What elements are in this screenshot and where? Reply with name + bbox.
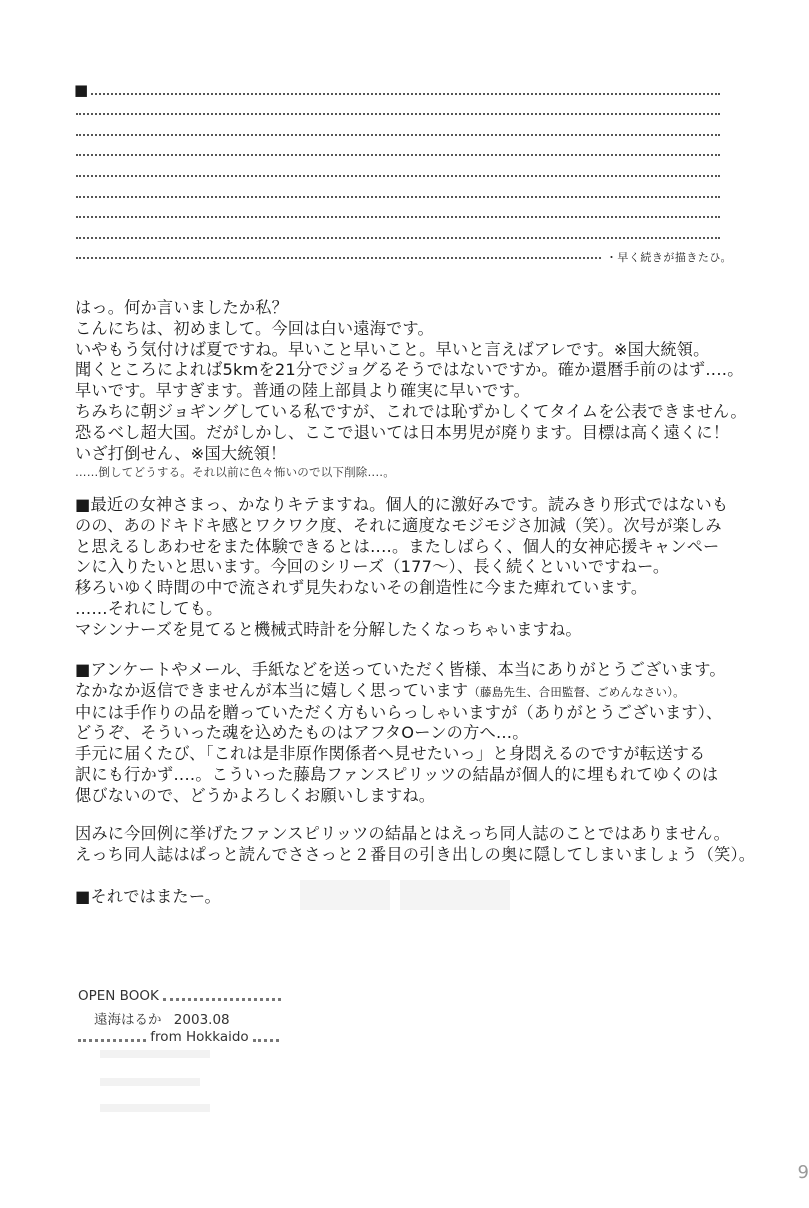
closing-line bbox=[75, 887, 755, 908]
text-line: ……それにしても。 bbox=[75, 598, 223, 618]
text-line: 因みに今回例に挙げたファンスピリッツの結晶とはえっち同人誌のことではありません。 bbox=[75, 824, 731, 843]
text-line: のの、あのドキドキ感とワクワク度、それに適度なモジモジさ加減（笑）。次号が楽しみ bbox=[75, 515, 722, 535]
text-line bbox=[75, 681, 755, 703]
text-line: ■最近の女神さまっ、かなりキテますね。個人的に激好みです。読みきり形式ではないも bbox=[75, 495, 729, 514]
colophon-title: OPEN BOOK bbox=[78, 988, 159, 1004]
text-line: ■アンケートやメール、手紙などを送っていただく皆様、本当にありがとうございます。 bbox=[75, 660, 726, 679]
dotted-writing-lines bbox=[74, 74, 732, 265]
dotted-line bbox=[76, 136, 720, 157]
bleed-through-mark bbox=[100, 1104, 210, 1112]
text-line: 恐るべし超大国。だがしかし、ここで退いては日本男児が廃ります。目標は高く遠くに！ bbox=[75, 422, 730, 442]
dot-leader bbox=[78, 1032, 146, 1042]
goddess-paragraph bbox=[75, 495, 755, 641]
text-line: 訳にも行かず‥‥。こういった藤島ファンスピリッツの結晶が個人的に埋もれてゆくのは bbox=[75, 764, 719, 784]
bullet-square: ■ bbox=[74, 80, 89, 99]
text-line: 中には手作りの品を贈っていただく方もいらっしゃいますが（ありがとうございます）、 bbox=[75, 702, 723, 722]
bleed-through-mark bbox=[100, 1078, 200, 1086]
text-line: 聞くところによれば5kmを21分でジョグるそうではないですか。確か還暦手前のはず‥‥。 bbox=[75, 360, 744, 380]
colophon-date: 2003.08 bbox=[173, 1012, 230, 1028]
dotted-line bbox=[76, 95, 720, 116]
text-line: ちみちに朝ジョギングしている私ですが、これでは恥ずかしくてタイムを公表できません。 bbox=[75, 401, 747, 421]
note-paragraph bbox=[75, 824, 755, 866]
colophon-from-row bbox=[78, 1029, 279, 1045]
colophon-author: 遠海はるか bbox=[94, 1012, 162, 1028]
dotted-line bbox=[76, 239, 732, 265]
text-line: はっ。何か言いましたか私？ bbox=[75, 298, 289, 317]
text-line: いざ打倒せん、※国大統領！ bbox=[75, 443, 287, 463]
page-number: 9 bbox=[797, 1162, 809, 1183]
dotted-line bbox=[76, 115, 720, 136]
text-line: 移ろいゆく時間の中で流されず見失わないその創造性に今また痺れています。 bbox=[75, 578, 648, 598]
dotted-line bbox=[76, 156, 720, 177]
dotted-line bbox=[74, 74, 720, 99]
colophon-title-row bbox=[78, 988, 281, 1004]
text-line: ■それではまたー。 bbox=[75, 887, 221, 906]
dot-leader bbox=[163, 991, 281, 1001]
bleed-through-mark bbox=[100, 1050, 210, 1058]
thanks-paragraph bbox=[75, 660, 755, 807]
text-line: 早いです。早すぎます。普通の陸上部員より確実に早いです。 bbox=[75, 381, 530, 401]
text-segment: なかなか返信できませんが本当に嬉しく思っています bbox=[75, 680, 469, 700]
dot-leader bbox=[253, 1032, 279, 1042]
text-line: こんにちは、初めまして。今回は白い遠海です。 bbox=[75, 318, 434, 338]
text-line: マシンナーズを見てると機械式時計を分解したくなっちゃいますね。 bbox=[75, 619, 582, 639]
dotted-line bbox=[76, 177, 720, 198]
colophon-from: from Hokkaido bbox=[150, 1029, 249, 1045]
text-line: 手元に届くたび、「これは是非原作関係者へ見せたいっ」と身悶えるのですが転送する bbox=[75, 744, 706, 764]
colophon-author-row bbox=[94, 1008, 230, 1028]
aside-note: （藤島先生、合田監督、ごめんなさい）。 bbox=[468, 684, 685, 699]
end-note: ・早く続きが描きたひ。 bbox=[603, 249, 732, 265]
dotted-line bbox=[76, 218, 720, 239]
dotted-line bbox=[76, 198, 720, 219]
text-line: ンに入りたいと思います。今回のシリーズ（177～）、長く続くといいですねー。 bbox=[75, 557, 670, 577]
text-line: 偲びないので、どうかよろしくお願いしますね。 bbox=[75, 785, 436, 805]
intro-paragraph bbox=[75, 298, 755, 480]
text-line: と思えるしあわせをまた体験できるとは‥‥。またしばらく、個人的女神応援キャンペー bbox=[75, 536, 720, 556]
text-line: いやもう気付けば夏ですね。早いこと早いこと。早いと言えばアレです。※国大統領。 bbox=[75, 339, 710, 359]
text-line: えっち同人誌はぱっと読んでささっと２番目の引き出しの奥に隠してしまいましょう（笑）。 bbox=[75, 844, 756, 864]
aside-note: ……倒してどうする。それ以前に色々怖いので以下削除‥‥。 bbox=[75, 465, 395, 480]
text-line: どうぞ、そういった魂を込めたものはアフタOーンの方へ…。 bbox=[75, 723, 529, 743]
